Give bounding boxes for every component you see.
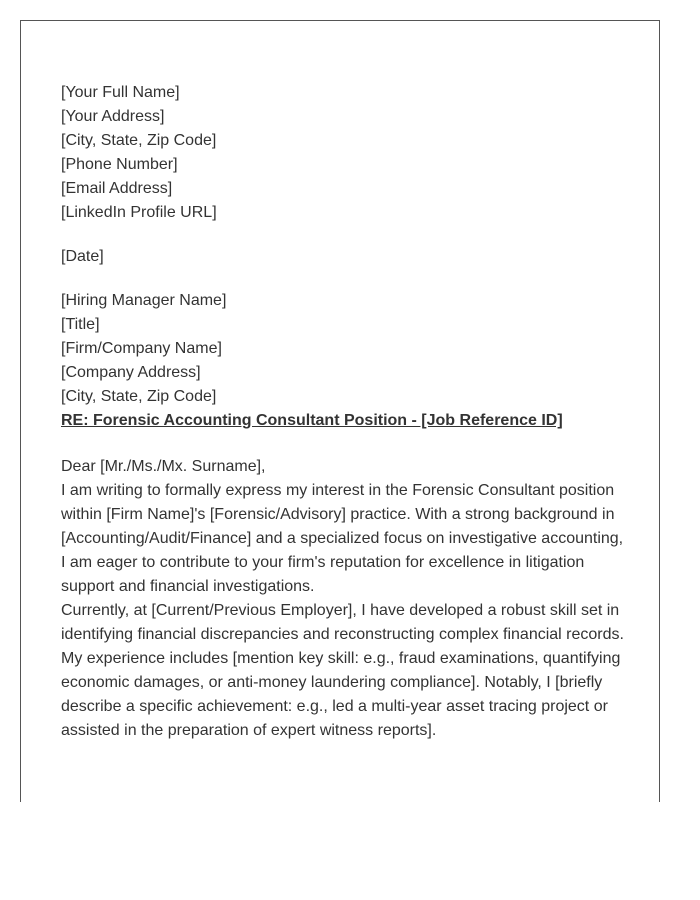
recipient-block bbox=[61, 289, 626, 409]
salutation: Dear [Mr./Ms./Mx. Surname], bbox=[61, 458, 266, 475]
sender-email: [Email Address] bbox=[61, 180, 173, 197]
sender-block bbox=[61, 81, 626, 225]
letter-content bbox=[61, 81, 626, 743]
letter-page bbox=[20, 20, 660, 802]
date-block bbox=[61, 245, 626, 269]
sender-phone: [Phone Number] bbox=[61, 156, 178, 173]
recipient-manager-name: [Hiring Manager Name] bbox=[61, 292, 227, 309]
sender-city-state-zip: [City, State, Zip Code] bbox=[61, 132, 217, 149]
recipient-title: [Title] bbox=[61, 316, 100, 333]
sender-linkedin: [LinkedIn Profile URL] bbox=[61, 204, 217, 221]
sender-address: [Your Address] bbox=[61, 108, 165, 125]
recipient-company-name: [Firm/Company Name] bbox=[61, 340, 222, 357]
sender-name: [Your Full Name] bbox=[61, 84, 180, 101]
letter-date: [Date] bbox=[61, 248, 104, 265]
body-paragraph-1: I am writing to formally express my interest in the Forensic Consultant position within [Firm Name]'s [Forensic/Advisory] practice. With a strong background in [Accounting/Audit/Finance] and a specialized focus on investigative accounting, I am eager to contribute to your firm's reputation for excellence in litigation support and financial investigations. bbox=[61, 482, 624, 595]
body-paragraph-2: Currently, at [Current/Previous Employer], I have developed a robust skill set in identifying financial discrepancies and reconstructing complex financial records. My experience includes [mention key skill: e.g., fraud examinations, quantifying economic damages, or anti-money laundering compliance]. Notably, I [briefly describe a specific achievement: e.g., led a multi-year asset tracing project or assisted in the preparation of expert witness reports]. bbox=[61, 602, 624, 739]
recipient-city-state-zip: [City, State, Zip Code] bbox=[61, 388, 217, 405]
subject-line: RE: Forensic Accounting Consultant Position - [Job Reference ID] bbox=[61, 412, 563, 429]
recipient-company-address: [Company Address] bbox=[61, 364, 201, 381]
